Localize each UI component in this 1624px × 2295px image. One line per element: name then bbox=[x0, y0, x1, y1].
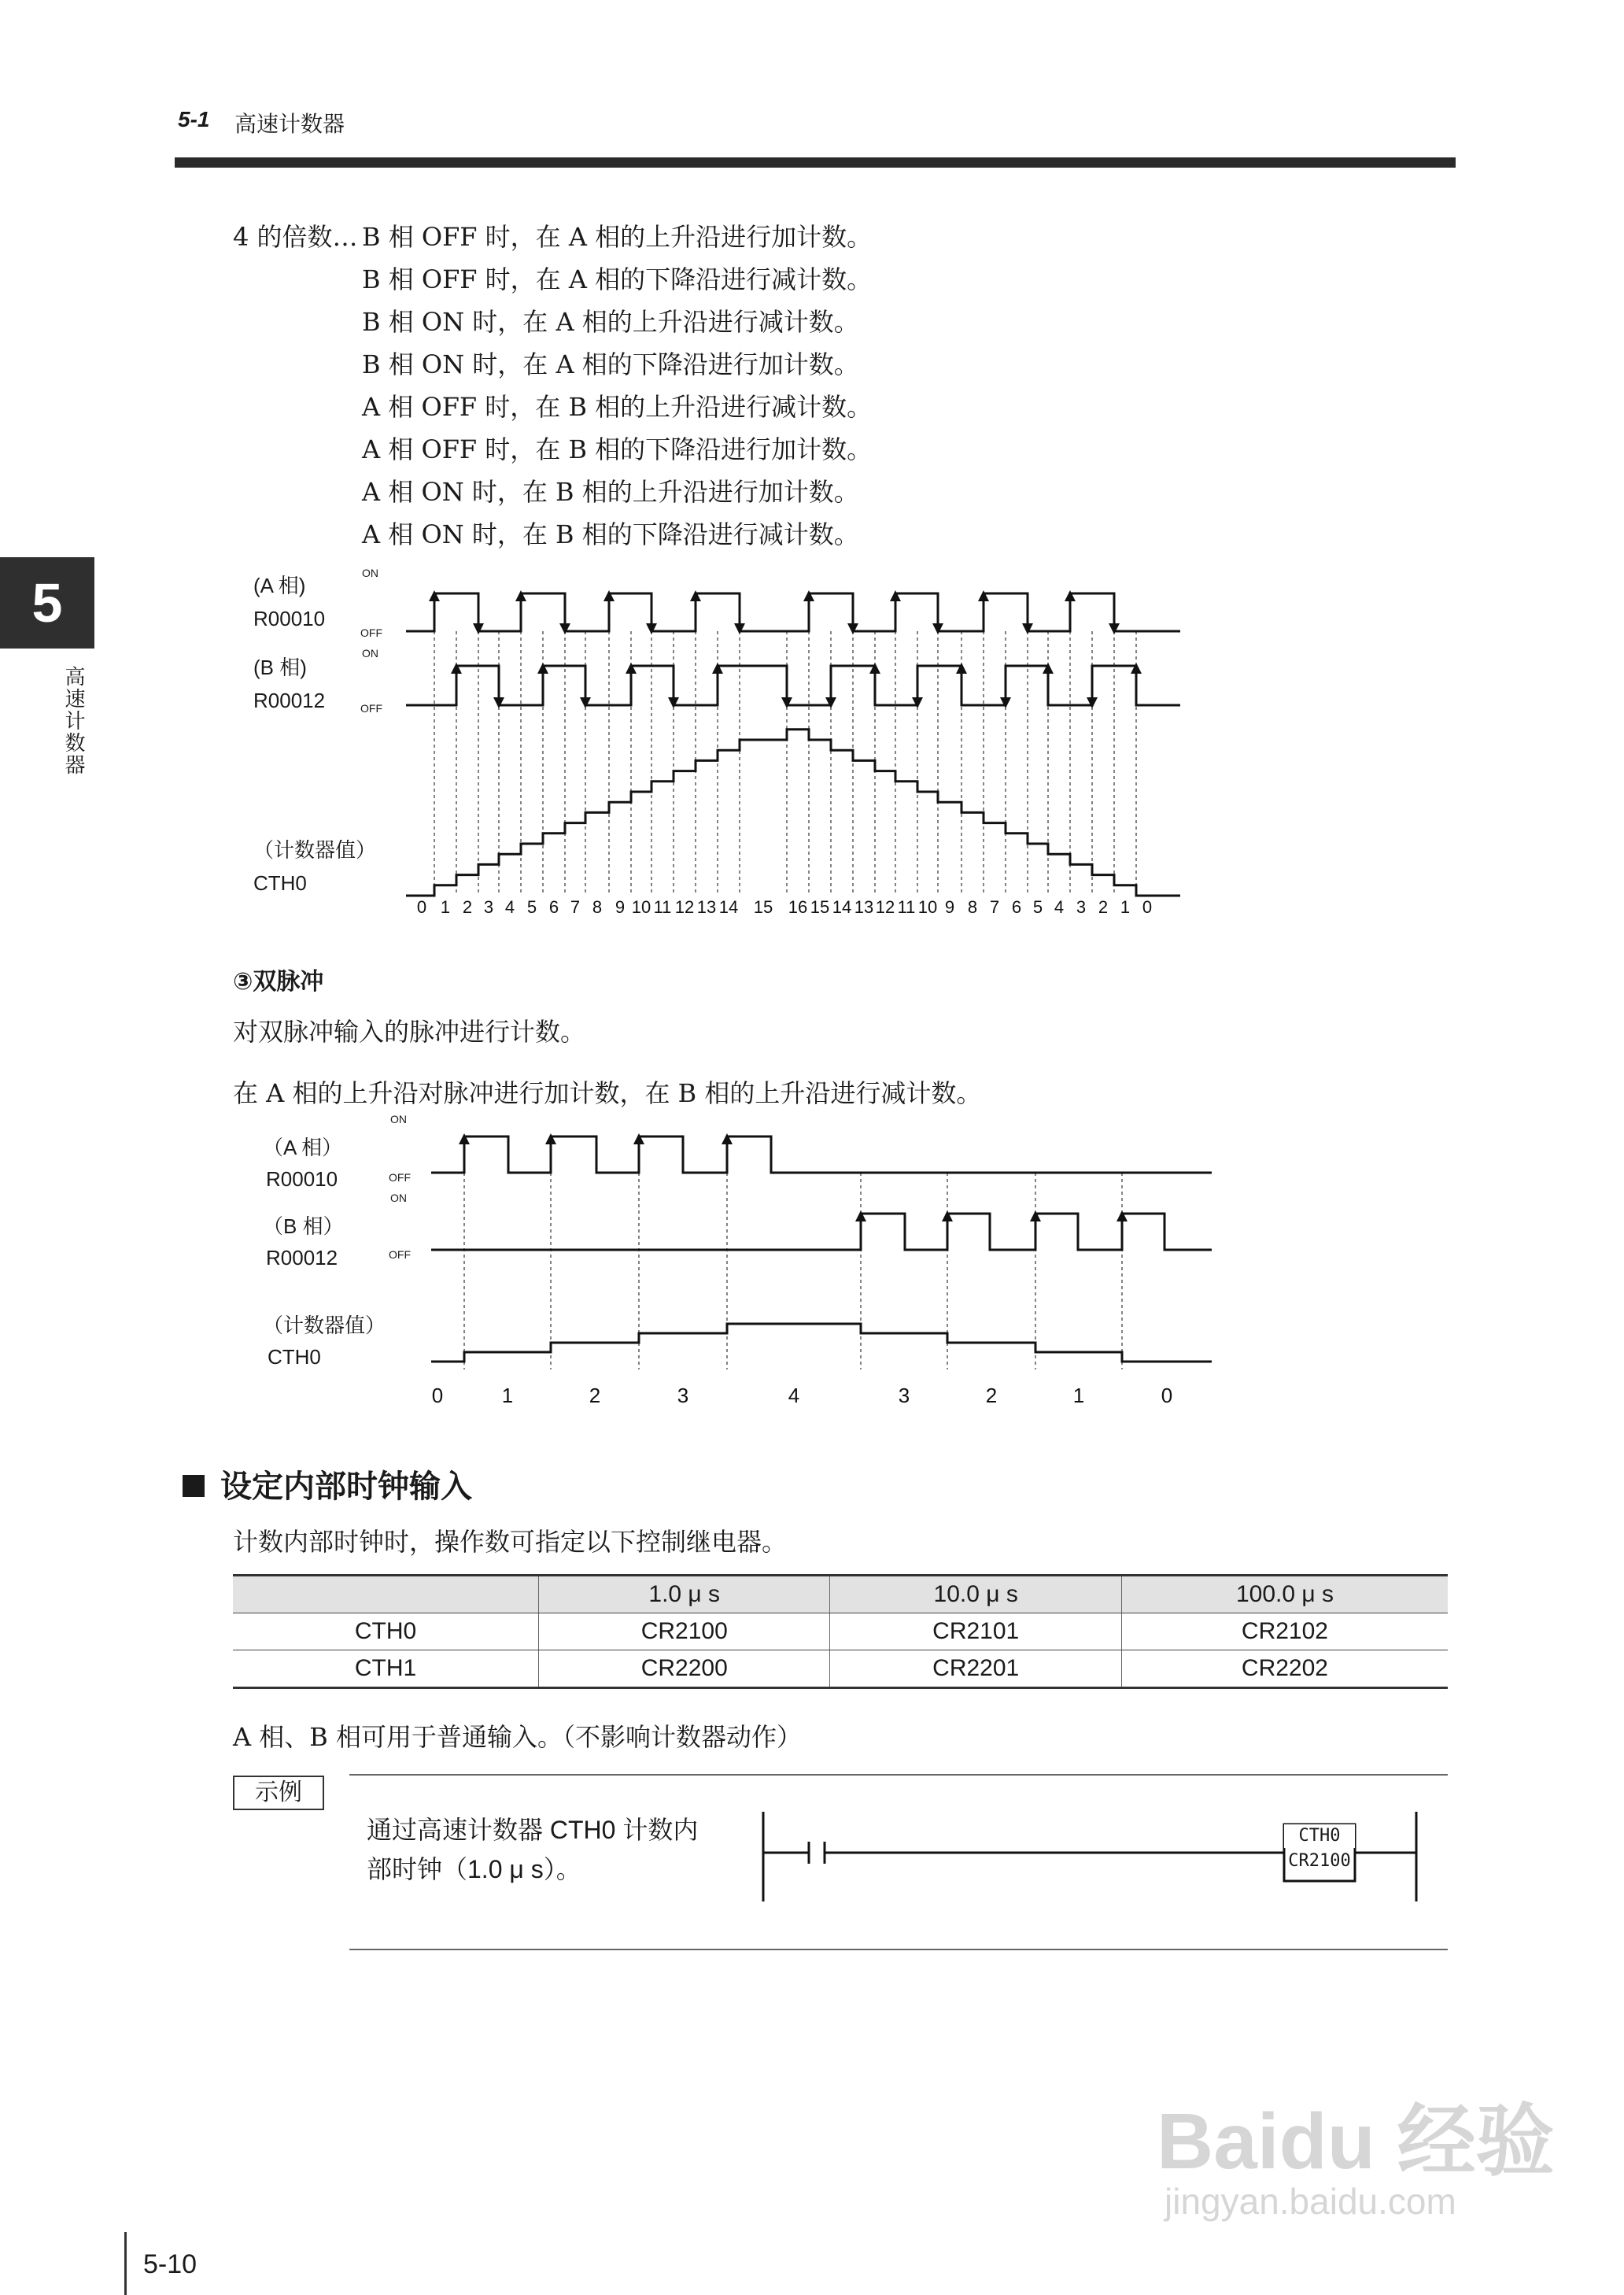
clock-section-desc: 计数内部时钟时，操作数可指定以下控制继电器。 bbox=[233, 1527, 788, 1557]
d2-counter-label: （计数器值） bbox=[263, 1314, 386, 1337]
intro-line: A 相 OFF 时，在 B 相的下降沿进行加计数。 bbox=[362, 434, 873, 464]
count-tick-label: 2 bbox=[462, 897, 473, 917]
count-tick-label: 0 bbox=[416, 897, 427, 917]
intro-line: B 相 ON 时，在 A 相的下降沿进行加计数。 bbox=[362, 349, 859, 379]
clock-section-title bbox=[183, 1462, 472, 1506]
count-tick-label: 3 bbox=[677, 1384, 689, 1407]
count-tick-label: 2 bbox=[1098, 897, 1109, 917]
d1-a-off: OFF bbox=[360, 626, 382, 639]
table-row bbox=[233, 1650, 1448, 1688]
count-tick-label: 9 bbox=[944, 897, 955, 917]
intro-lead: 4 的倍数… bbox=[233, 222, 358, 252]
table-header-row bbox=[233, 1576, 1448, 1613]
example-line-2: 部时钟（1.0 μ s）。 bbox=[367, 1855, 581, 1883]
d2-a-off: OFF bbox=[389, 1171, 411, 1184]
count-tick-label: 1 bbox=[440, 897, 451, 917]
table-cell: CR2200 bbox=[539, 1650, 830, 1688]
chapter-tab-label: 高速计数器 bbox=[62, 666, 86, 776]
table-header-cell: 100.0 μ s bbox=[1121, 1576, 1448, 1613]
count-tick-label: 0 bbox=[1161, 1384, 1173, 1407]
count-tick-label: 6 bbox=[548, 897, 559, 917]
d2-b-label: （B 相） bbox=[263, 1214, 344, 1238]
counter-box-label-1: CTH0 bbox=[1284, 1824, 1355, 1848]
table-header-cell: 1.0 μ s bbox=[539, 1576, 830, 1613]
rising-edge-arrow-icon bbox=[722, 1133, 733, 1144]
double-pulse-desc-1: 对双脉冲输入的脉冲进行计数。 bbox=[233, 1017, 586, 1047]
count-tick-label: 8 bbox=[592, 897, 603, 917]
d1-b-off: OFF bbox=[360, 702, 382, 715]
d1-a-address: R00010 bbox=[253, 607, 326, 630]
count-tick-label: 0 bbox=[1142, 897, 1153, 917]
watermark-logo: Baidu 经验 bbox=[1157, 2097, 1555, 2186]
table-cell: CR2101 bbox=[830, 1613, 1121, 1650]
count-tick-label: 14 bbox=[718, 897, 739, 917]
count-tick-label: 9 bbox=[615, 897, 626, 917]
table-cell: CR2202 bbox=[1121, 1650, 1448, 1688]
table-row bbox=[233, 1613, 1448, 1650]
d1-b-label: (B 相) bbox=[253, 656, 307, 679]
count-tick-label: 4 bbox=[788, 1384, 800, 1407]
example-tag: 示例 bbox=[233, 1776, 324, 1810]
count-tick-label: 1 bbox=[501, 1384, 514, 1407]
example-line-1: 通过高速计数器 CTH0 计数内 bbox=[367, 1816, 699, 1844]
clock-section-title-text: 设定内部时钟输入 bbox=[220, 1469, 472, 1504]
count-tick-label: 4 bbox=[504, 897, 515, 917]
intro-line: A 相 OFF 时，在 B 相的上升沿进行减计数。 bbox=[362, 392, 873, 422]
count-tick-label: 7 bbox=[570, 897, 581, 917]
section-number: 5-1 bbox=[178, 107, 210, 131]
count-tick-label: 12 bbox=[875, 897, 895, 917]
intro-line: A 相 ON 时，在 B 相的上升沿进行加计数。 bbox=[362, 477, 859, 507]
intro-line: A 相 ON 时，在 B 相的下降沿进行减计数。 bbox=[362, 519, 859, 549]
example-top-rule bbox=[349, 1774, 1448, 1776]
count-tick-label: 3 bbox=[1076, 897, 1087, 917]
table-cell: CR2102 bbox=[1121, 1613, 1448, 1650]
count-tick-label: 5 bbox=[526, 897, 537, 917]
d1-counter-name: CTH0 bbox=[253, 871, 307, 895]
count-tick-label: 10 bbox=[917, 897, 938, 917]
rising-edge-arrow-icon bbox=[459, 1133, 470, 1144]
count-tick-label: 13 bbox=[854, 897, 874, 917]
count-tick-label: 16 bbox=[788, 897, 808, 917]
rising-edge-arrow-icon bbox=[545, 1133, 556, 1144]
d2-a-on: ON bbox=[390, 1113, 407, 1125]
clock-relay-table bbox=[233, 1574, 1448, 1689]
clock-note: A 相、B 相可用于普通输入。（不影响计数器动作） bbox=[233, 1722, 802, 1752]
d2-b-on: ON bbox=[390, 1192, 407, 1204]
intro-line: B 相 OFF 时，在 A 相的下降沿进行减计数。 bbox=[362, 264, 873, 294]
d2-b-off: OFF bbox=[389, 1248, 411, 1261]
count-tick-label: 1 bbox=[1120, 897, 1131, 917]
count-tick-label: 4 bbox=[1054, 897, 1065, 917]
table-cell: CR2100 bbox=[539, 1613, 830, 1650]
count-tick-label: 13 bbox=[696, 897, 717, 917]
table-cell: CTH1 bbox=[233, 1650, 539, 1688]
count-tick-label: 11 bbox=[897, 897, 916, 917]
square-bullet-icon bbox=[183, 1475, 205, 1497]
count-tick-label: 14 bbox=[832, 897, 852, 917]
section-title: 高速计数器 bbox=[234, 112, 345, 136]
counter-box-label-2: CR2100 bbox=[1288, 1851, 1351, 1871]
count-tick-label: 2 bbox=[589, 1384, 601, 1407]
count-tick-label: 8 bbox=[967, 897, 978, 917]
table-cell: CTH0 bbox=[233, 1613, 539, 1650]
d1-b-address: R00012 bbox=[253, 689, 326, 712]
counter-staircase bbox=[431, 1324, 1212, 1362]
rising-edge-arrow-icon bbox=[633, 1133, 644, 1144]
d1-a-label: (A 相) bbox=[253, 574, 306, 597]
count-tick-label: 7 bbox=[989, 897, 1000, 917]
table-header-cell: 10.0 μ s bbox=[830, 1576, 1121, 1613]
intro-line: B 相 ON 时，在 A 相的上升沿进行减计数。 bbox=[362, 307, 859, 337]
rising-edge-arrow-icon bbox=[942, 1210, 953, 1221]
d2-b-address: R00012 bbox=[266, 1246, 338, 1269]
table-header-cell bbox=[233, 1576, 539, 1613]
intro-line: B 相 OFF 时，在 A 相的上升沿进行加计数。 bbox=[362, 222, 873, 252]
count-tick-label: 11 bbox=[653, 897, 672, 917]
count-tick-label: 6 bbox=[1011, 897, 1022, 917]
d1-a-on: ON bbox=[362, 567, 378, 579]
phase-b-waveform bbox=[431, 1214, 1212, 1250]
d2-a-label: （A 相） bbox=[263, 1136, 343, 1159]
rising-edge-arrow-icon bbox=[1116, 1210, 1128, 1221]
count-tick-label: 1 bbox=[1072, 1384, 1085, 1407]
count-tick-label: 15 bbox=[810, 897, 830, 917]
d1-counter-label: （计数器值） bbox=[253, 838, 377, 862]
page-number: 5-10 bbox=[143, 2249, 197, 2279]
count-tick-label: 10 bbox=[631, 897, 651, 917]
count-tick-label: 5 bbox=[1032, 897, 1043, 917]
footer-bar bbox=[124, 2232, 127, 2295]
rising-edge-arrow-icon bbox=[855, 1210, 866, 1221]
d2-counter-name: CTH0 bbox=[268, 1345, 321, 1369]
count-tick-label: 0 bbox=[431, 1384, 444, 1407]
rising-edge-arrow-icon bbox=[1030, 1210, 1041, 1221]
double-pulse-heading: ③双脉冲 bbox=[233, 969, 324, 995]
d1-b-on: ON bbox=[362, 647, 378, 660]
count-tick-label: 15 bbox=[753, 897, 773, 917]
d2-a-address: R00010 bbox=[266, 1167, 338, 1191]
watermark-url: jingyan.baidu.com bbox=[1164, 2181, 1456, 2222]
chapter-tab: 5 bbox=[0, 557, 94, 649]
table-cell: CR2201 bbox=[830, 1650, 1121, 1688]
example-bottom-rule bbox=[349, 1949, 1448, 1950]
double-pulse-desc-2: 在 A 相的上升沿对脉冲进行加计数，在 B 相的上升沿进行减计数。 bbox=[233, 1078, 982, 1108]
count-tick-label: 2 bbox=[985, 1384, 998, 1407]
count-tick-label: 3 bbox=[898, 1384, 910, 1407]
count-tick-label: 3 bbox=[483, 897, 494, 917]
count-tick-label: 12 bbox=[674, 897, 695, 917]
